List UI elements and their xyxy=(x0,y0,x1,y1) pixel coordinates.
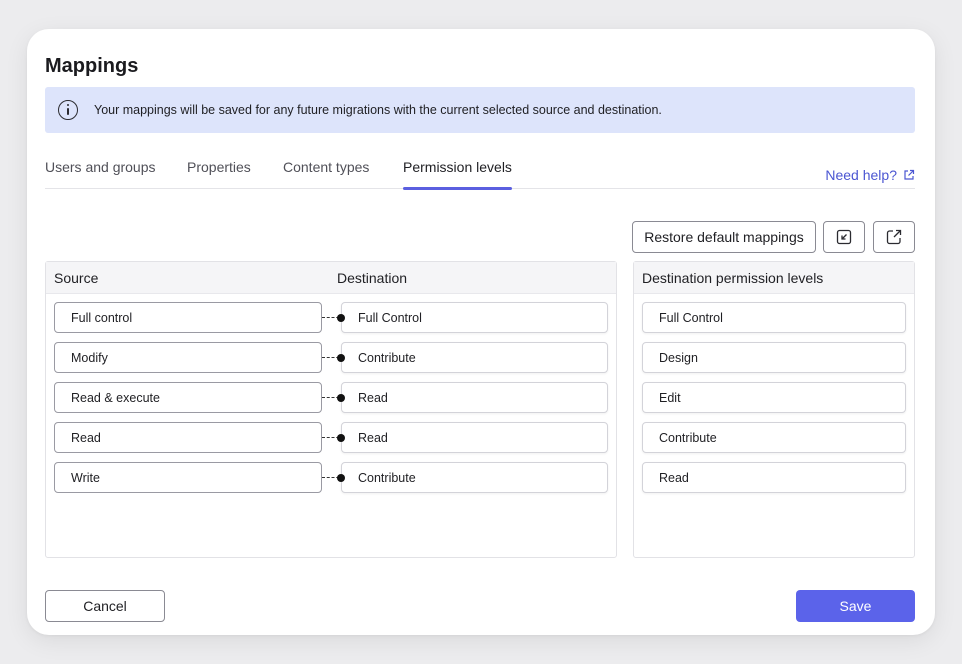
connector-dot xyxy=(337,474,345,482)
tab-users-and-groups[interactable]: Users and groups xyxy=(45,159,156,175)
destination-level-item[interactable]: Contribute xyxy=(642,422,906,453)
destination-slot[interactable]: Full Control xyxy=(341,302,608,333)
source-item[interactable]: Read xyxy=(54,422,322,453)
banner-message: Your mappings will be saved for any future migrations with the current selected source and destination. xyxy=(94,103,662,117)
export-icon xyxy=(885,228,903,246)
connector-dot xyxy=(337,314,345,322)
save-button[interactable]: Save xyxy=(796,590,915,622)
info-icon xyxy=(58,100,78,120)
connector-dot xyxy=(337,394,345,402)
restore-default-mappings-button[interactable]: Restore default mappings xyxy=(632,221,816,253)
mapping-row xyxy=(46,382,616,414)
destination-level-item[interactable]: Full Control xyxy=(642,302,906,333)
connector-dot xyxy=(337,354,345,362)
destination-slot[interactable]: Read xyxy=(341,422,608,453)
destination-levels-title: Destination permission levels xyxy=(642,270,824,286)
import-button[interactable] xyxy=(823,221,865,253)
destination-level-item[interactable]: Edit xyxy=(642,382,906,413)
source-column-header: Source xyxy=(54,270,99,286)
dialog-title: Mappings xyxy=(45,55,139,77)
destination-slot[interactable]: Contribute xyxy=(341,342,608,373)
mapping-row xyxy=(46,462,616,494)
tab-properties[interactable]: Properties xyxy=(187,159,251,175)
mapping-row xyxy=(46,302,616,334)
mapping-row xyxy=(46,422,616,454)
export-button[interactable] xyxy=(873,221,915,253)
connector-dot xyxy=(337,434,345,442)
cancel-button[interactable]: Cancel xyxy=(45,590,165,622)
mappings-panel xyxy=(45,261,617,558)
tab-bar xyxy=(45,159,915,189)
mappings-dialog xyxy=(27,29,935,635)
destination-level-item[interactable]: Design xyxy=(642,342,906,373)
destination-slot[interactable]: Read xyxy=(341,382,608,413)
source-item[interactable]: Write xyxy=(54,462,322,493)
destination-level-item[interactable]: Read xyxy=(642,462,906,493)
need-help-label: Need help? xyxy=(825,167,897,183)
source-item[interactable]: Modify xyxy=(54,342,322,373)
tab-permission-levels[interactable]: Permission levels xyxy=(403,159,512,189)
mapping-row xyxy=(46,342,616,374)
destination-levels-panel xyxy=(633,261,915,558)
source-item[interactable]: Read & execute xyxy=(54,382,322,413)
destination-column-header: Destination xyxy=(337,270,408,286)
need-help-link[interactable] xyxy=(825,167,915,183)
tab-content-types[interactable]: Content types xyxy=(283,159,370,175)
source-item[interactable]: Full control xyxy=(54,302,322,333)
external-link-icon xyxy=(903,169,915,181)
mappings-header xyxy=(46,262,616,294)
destination-slot[interactable]: Contribute xyxy=(341,462,608,493)
import-icon xyxy=(835,228,853,246)
destination-levels-header xyxy=(634,262,914,294)
info-banner xyxy=(45,87,915,133)
